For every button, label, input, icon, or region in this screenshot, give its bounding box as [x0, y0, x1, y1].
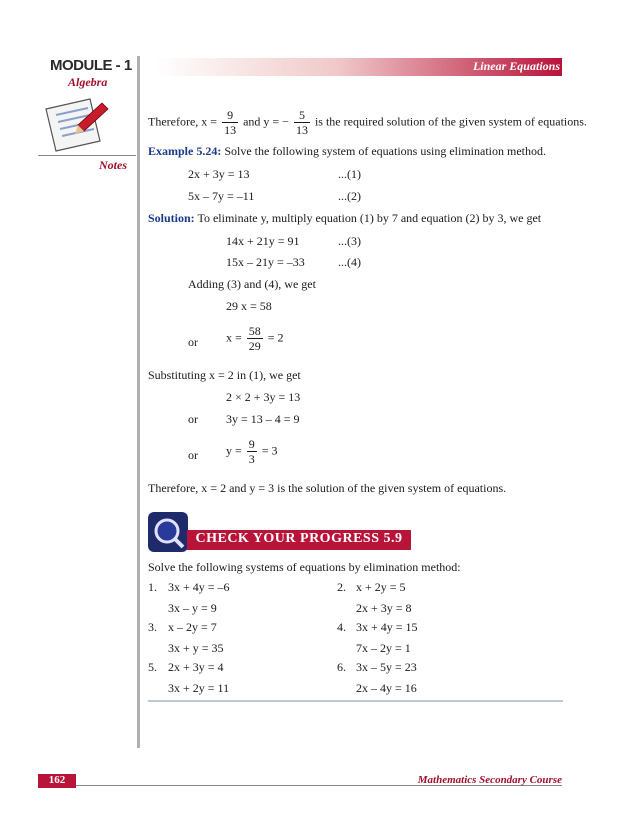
therefore-line-2: Therefore, x = 2 and y = 3 is the solution of the given system of equations. [148, 481, 507, 495]
adding-text: Adding (3) and (4), we get [188, 277, 316, 291]
fraction-9-3 [247, 437, 257, 466]
or-label-3: or [188, 448, 198, 462]
problem-eq: 3x – 5y = 23 [356, 660, 417, 674]
equation-2-tag: ...(2) [338, 189, 361, 203]
numerator: 9 [248, 437, 255, 451]
solution-heading [148, 211, 541, 226]
module-subject: Algebra [68, 75, 108, 89]
problem-number: 5. [148, 660, 157, 674]
x-solution [226, 324, 284, 353]
numerator: 5 [294, 108, 310, 123]
module-title: MODULE - 1 [50, 57, 132, 74]
problem-number: 6. [337, 660, 346, 674]
text-segment: x = [226, 330, 242, 345]
therefore-line-1 [148, 108, 587, 137]
progress-instruction: Solve the following systems of equations by elimination method: [148, 560, 461, 574]
page-number: 162 [48, 774, 66, 786]
problem-eq: 3x + 4y = –6 [168, 580, 230, 594]
notes-label: Notes [99, 158, 127, 172]
text-segment: and y = − [243, 114, 289, 129]
equation-4: 15x – 21y = –33 [226, 255, 305, 269]
notes-icon [42, 95, 112, 153]
numerator: 58 [248, 324, 261, 338]
course-title: Mathematics Secondary Course [417, 774, 562, 786]
denominator: 13 [224, 123, 237, 137]
example-text: Solve the following system of equations using elimination method. [224, 144, 546, 158]
equation-3: 14x + 21y = 91 [226, 234, 300, 248]
equation-6: 2 × 2 + 3y = 13 [226, 390, 301, 404]
problem-eq: x – 2y = 7 [168, 620, 217, 634]
equation-1-tag: ...(1) [338, 167, 361, 181]
text-segment: y = [226, 443, 242, 458]
y-solution [226, 437, 278, 466]
section-end-rule [148, 700, 563, 702]
problem-eq: 7x – 2y = 1 [356, 641, 411, 655]
text-segment: = 2 [267, 330, 284, 345]
equation-3-tag: ...(3) [338, 234, 361, 248]
chapter-title: Linear Equations [472, 59, 560, 73]
equation-4-tag: ...(4) [338, 255, 361, 269]
problem-eq: 3x + 4y = 15 [356, 620, 418, 634]
problem-eq: 2x – 4y = 16 [356, 681, 417, 695]
progress-banner [187, 530, 411, 550]
substituting-text: Substituting x = 2 in (1), we get [148, 368, 301, 382]
equation-2: 5x – 7y = –11 [188, 189, 255, 203]
or-label-2: or [188, 412, 198, 426]
text-segment: = 3 [261, 443, 278, 458]
fraction-5-13 [294, 108, 310, 137]
problem-number: 1. [148, 580, 157, 594]
denominator: 13 [295, 123, 308, 137]
text-segment: Therefore, x = [148, 114, 218, 129]
equation-5: 29 x = 58 [226, 299, 272, 313]
example-label: Example 5.24: [148, 144, 222, 158]
numerator: 9 [222, 108, 238, 123]
problem-number: 3. [148, 620, 157, 634]
denominator: 3 [248, 452, 255, 466]
problem-number: 2. [337, 580, 346, 594]
problem-eq: 3x + 2y = 11 [168, 681, 230, 695]
text-segment: is the required solution of the given system of equations. [314, 114, 587, 129]
example-heading [148, 144, 546, 159]
equation-1: 2x + 3y = 13 [188, 167, 250, 181]
solution-label: Solution: [148, 211, 195, 225]
notes-divider [38, 155, 136, 156]
fraction-58-29 [247, 324, 263, 353]
margin-divider [137, 56, 140, 748]
chapter-header-bar [156, 58, 562, 76]
or-label-1: or [188, 335, 198, 349]
page-number-box [38, 774, 76, 788]
problem-eq: 3x + y = 35 [168, 641, 224, 655]
fraction-9-13 [222, 108, 238, 137]
problem-eq: 2x + 3y = 8 [356, 601, 412, 615]
problem-eq: 3x – y = 9 [168, 601, 217, 615]
problem-eq: x + 2y = 5 [356, 580, 406, 594]
denominator: 29 [248, 339, 261, 353]
progress-magnifier-icon [148, 512, 188, 552]
problem-number: 4. [337, 620, 346, 634]
problem-eq: 2x + 3y = 4 [168, 660, 224, 674]
progress-title: CHECK YOUR PROGRESS 5.9 [195, 531, 403, 546]
equation-7: 3y = 13 – 4 = 9 [226, 412, 300, 426]
solution-text: To eliminate y, multiply equation (1) by 7 and equation (2) by 3, we get [197, 211, 542, 225]
